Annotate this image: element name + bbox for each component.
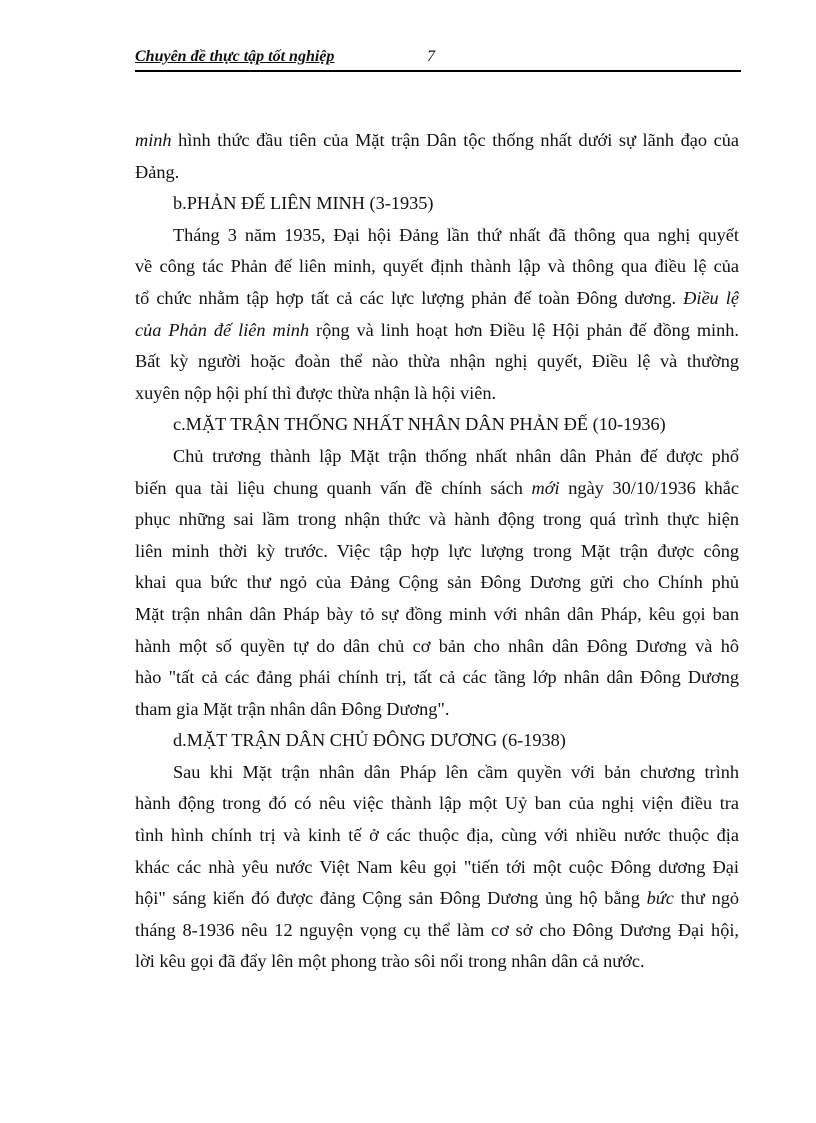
- text-line: phục những sai lầm trong nhận thức và hành động trong quá trình thực hiện: [135, 509, 739, 530]
- document-body: [135, 125, 739, 978]
- text-line: hành động trong đó có nêu việc thành lập một Uỷ ban của nghị viện điều tra: [135, 793, 739, 814]
- text-line: tham gia Mặt trận nhân dân Đông Dương".: [135, 698, 450, 719]
- section-heading-b: b.PHẢN ĐẾ LIÊN MINH (3-1935): [173, 193, 434, 214]
- italic-term: Điều lệ: [683, 287, 739, 308]
- text-line: về công tác Phản đế liên minh, quyết định thành lập và thông qua điều lệ của: [135, 256, 739, 277]
- section-heading-c: c.MẶT TRẬN THỐNG NHẤT NHÂN DÂN PHẢN ĐẾ (10-1936): [173, 414, 666, 435]
- text-line: xuyên nộp hội phí thì được thừa nhận là hội viên.: [135, 382, 497, 403]
- text-line: liên minh thời kỳ trước. Việc tập hợp lực lượng trong Mặt trận được công: [135, 540, 739, 561]
- text-line: tổ chức nhằm tập hợp tất cả các lực lượng phản đế toàn Đông dương. Điều lệ: [135, 287, 739, 308]
- paragraph-intro-continuation: [135, 125, 739, 188]
- text-line: Chủ trương thành lập Mặt trận thống nhất nhân dân Phản đế được phổ: [173, 445, 739, 466]
- text-line: Sau khi Mặt trận nhân dân Pháp lên cầm quyền với bản chương trình: [173, 761, 739, 782]
- italic-term: mới: [531, 477, 560, 498]
- text-line: khác các nhà yêu nước Việt Nam kêu gọi "tiến tới một cuộc Đông dương Đại: [135, 856, 739, 877]
- text-line: tình hình chính trị và kinh tế ở các thuộc địa, cùng với nhiều nước thuộc địa: [135, 825, 739, 846]
- text-line: minh hình thức đầu tiên của Mặt trận Dân tộc thống nhất dưới sự lãnh đạo của: [135, 130, 739, 150]
- section-heading-d: d.MẶT TRẬN DÂN CHỦ ĐÔNG DƯƠNG (6-1938): [173, 730, 566, 751]
- text-line: hội" sáng kiến đó được đảng Cộng sản Đông Dương ủng hộ bằng bức thư ngỏ: [135, 888, 739, 909]
- page-number: 7: [427, 48, 435, 65]
- italic-term: minh: [135, 130, 172, 150]
- italic-term: bức: [646, 888, 674, 909]
- paragraph-mat-tran-thong-nhat: [135, 441, 739, 725]
- paragraph-mat-tran-dan-chu: [135, 757, 739, 978]
- text-line: hào "tất cả các đảng phái chính trị, tất cả các tầng lớp nhân dân Đông Dương: [135, 667, 739, 688]
- italic-term: của Phản đế liên minh: [135, 319, 310, 340]
- header-title: Chuyên đề thực tập tốt nghiệp: [135, 48, 335, 65]
- text-line: hành một số quyền tự do dân chủ cơ bản cho nhân dân Đông Dương và hô: [135, 635, 739, 656]
- text-line: Đảng.: [135, 161, 180, 182]
- text-line: tháng 8-1936 nêu 12 nguyện vọng cụ thể làm cơ sở cho Đông Dương Đại hội,: [135, 919, 739, 940]
- text-line: lời kêu gọi đã đẩy lên một phong trào sôi nổi trong nhân dân cả nước.: [135, 951, 645, 972]
- page-header: [135, 46, 741, 72]
- text-line: khai qua bức thư ngỏ của Đảng Cộng sản Đông Dương gửi cho Chính phủ: [135, 572, 739, 593]
- text-line: Tháng 3 năm 1935, Đại hội Đảng lần thứ nhất đã thông qua nghị quyết: [173, 224, 739, 245]
- text-line: Bất kỳ người hoặc đoàn thể nào thừa nhận nghị quyết, Điều lệ và thường: [135, 351, 739, 372]
- text-line: của Phản đế liên minh rộng và linh hoạt hơn Điều lệ Hội phản đế đồng minh.: [135, 319, 739, 340]
- text-line: Mặt trận nhân dân Pháp bày tỏ sự đồng minh với nhân dân Pháp, kêu gọi ban: [135, 603, 739, 624]
- paragraph-phan-de-lien-minh: [135, 220, 739, 410]
- text-line: biến qua tài liệu chung quanh vấn đề chính sách mới ngày 30/10/1936 khắc: [135, 477, 739, 498]
